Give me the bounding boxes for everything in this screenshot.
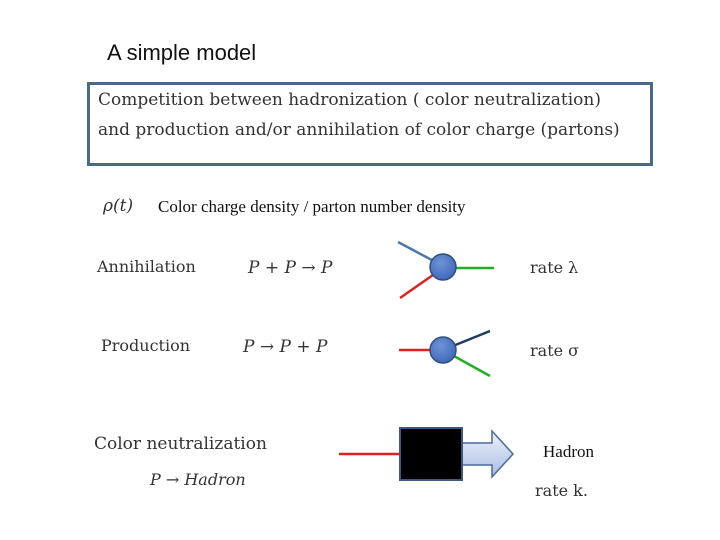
production-reaction: P → P + P: [243, 337, 328, 357]
density-text: Color charge density / parton number density: [158, 197, 466, 216]
box-line-2: and production and/or annihilation of color charge (partons): [98, 120, 620, 140]
annihilation-reaction: P + P → P: [248, 258, 333, 278]
annihilation-node: [430, 254, 456, 280]
hadron-arrow: [462, 431, 513, 477]
slide-title: A simple model: [107, 40, 257, 65]
neutralization-reaction: P → Hadron: [150, 470, 246, 489]
production-label: Production: [101, 336, 191, 355]
hadronization-block: [400, 428, 462, 480]
hadron-label: Hadron: [543, 442, 594, 461]
annihilation-vertex: [398, 242, 494, 298]
neutralization-diagram: [339, 428, 513, 480]
production-node: [430, 337, 456, 363]
annihilation-label: Annihilation: [97, 257, 196, 276]
rho-symbol: ρ(t): [103, 196, 134, 216]
neutralization-label: Color neutralization: [94, 434, 267, 454]
box-line-1: Competition between hadronization ( color neutralization): [98, 90, 601, 110]
annihilation-rate: rate λ: [530, 258, 579, 277]
neutralization-rate: rate k.: [535, 481, 588, 500]
production-vertex: [399, 331, 490, 376]
production-rate: rate σ: [530, 341, 580, 360]
